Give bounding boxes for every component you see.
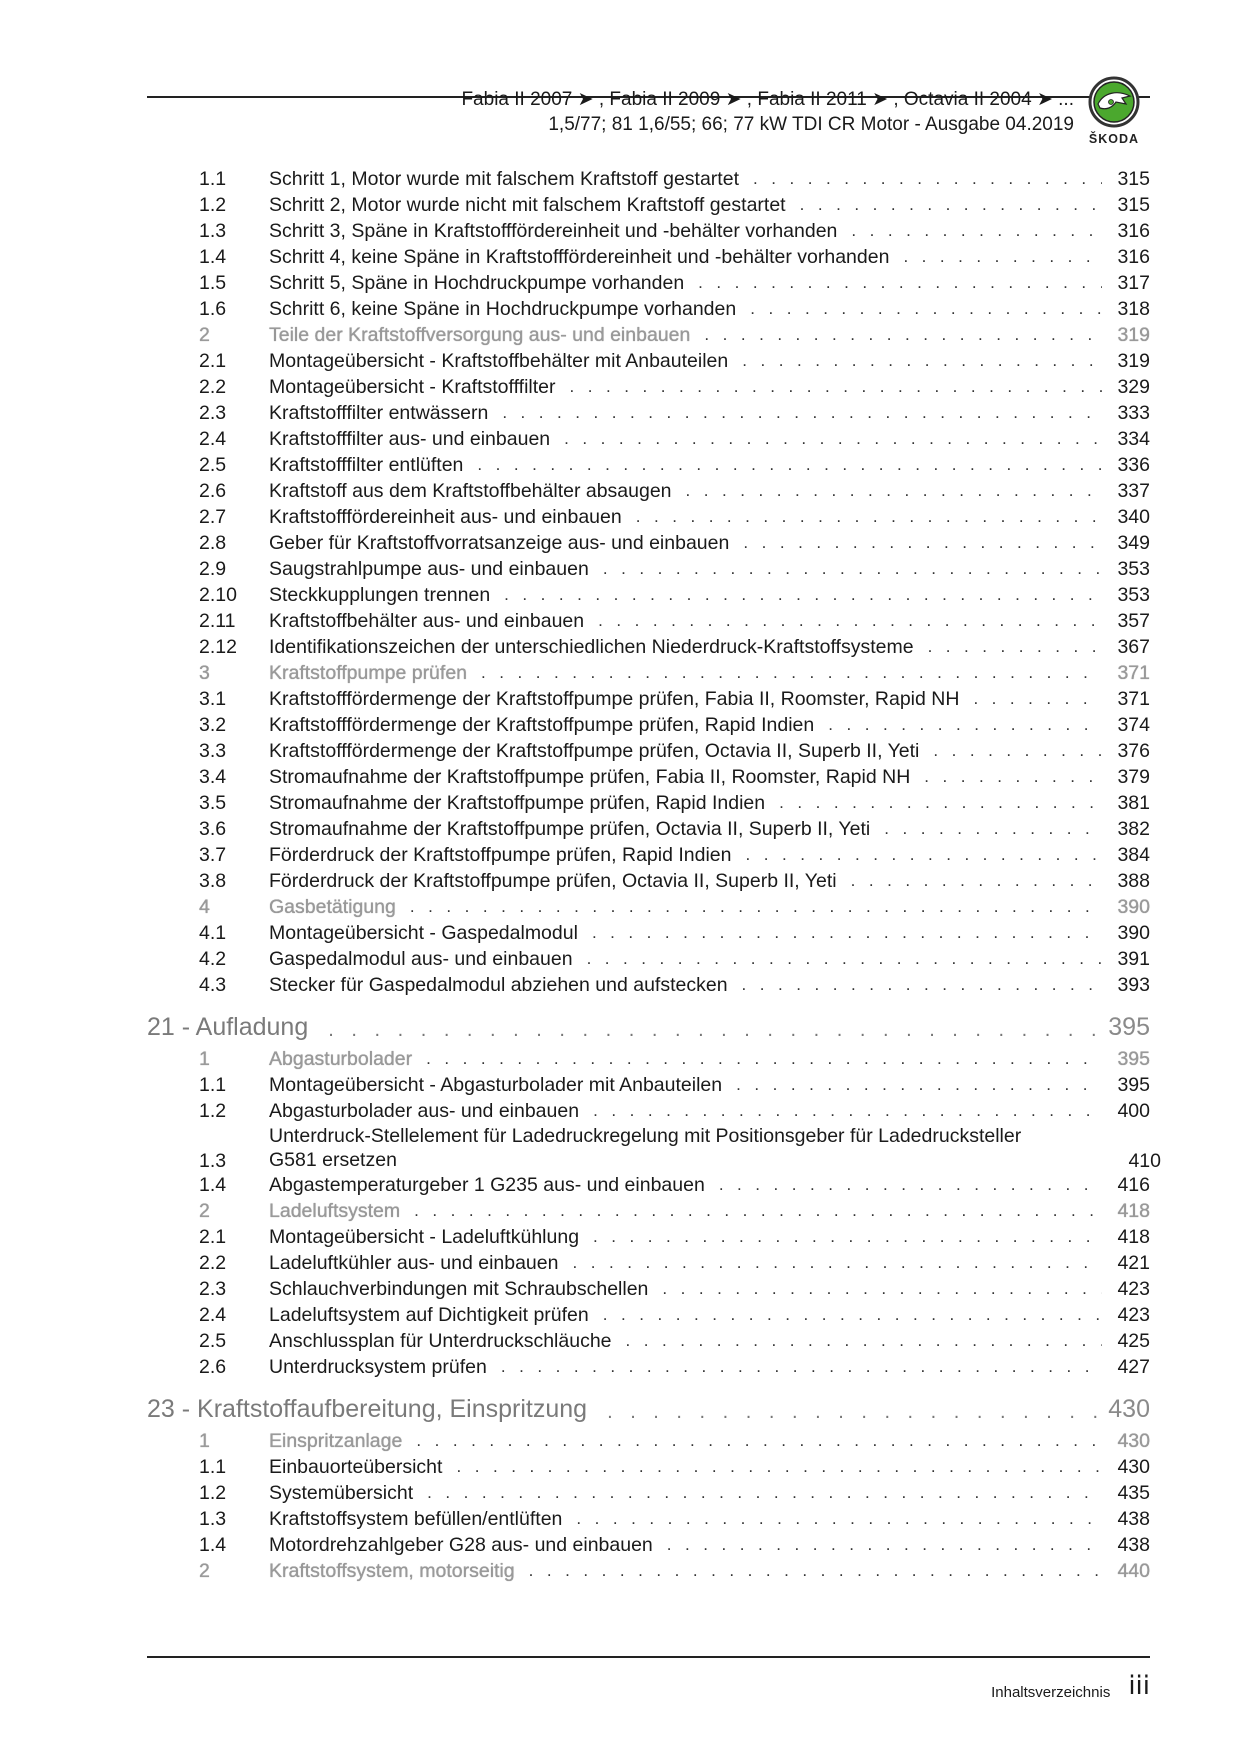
toc-dot-leader bbox=[477, 454, 1102, 476]
toc-subsection-row[interactable] bbox=[147, 374, 1150, 398]
toc-dot-leader bbox=[481, 662, 1102, 684]
toc-entry-page: 336 bbox=[1117, 454, 1150, 476]
toc-dot-leader bbox=[427, 1482, 1102, 1504]
toc-dot-leader bbox=[598, 610, 1102, 632]
toc-subsection-row[interactable] bbox=[147, 556, 1150, 580]
toc-subsection-row[interactable] bbox=[147, 1250, 1150, 1274]
toc-entry-page: 390 bbox=[1117, 896, 1150, 918]
toc-entry-number: 2 bbox=[199, 1560, 210, 1582]
page-header bbox=[147, 89, 1150, 146]
toc-entry-page: 357 bbox=[1117, 610, 1150, 632]
toc-entry-number: 4 bbox=[199, 896, 210, 918]
toc-entry-number: 3.1 bbox=[199, 688, 227, 710]
toc-chapter-page: 395 bbox=[1108, 1013, 1150, 1041]
toc-entry-number: 3.5 bbox=[199, 792, 227, 814]
toc-subsection-row[interactable] bbox=[147, 530, 1150, 554]
toc-entry-title: Systemübersicht bbox=[269, 1482, 414, 1504]
toc-dot-leader bbox=[742, 350, 1102, 372]
toc-entry-number: 4.2 bbox=[199, 948, 227, 970]
toc-dot-leader bbox=[698, 272, 1102, 294]
footer-section-label: Inhaltsverzeichnis bbox=[991, 1684, 1111, 1701]
toc-entry-title: Kraftstofffördermenge der Kraftstoffpumpe prüfen, Octavia II, Superb II, Yeti bbox=[269, 740, 920, 762]
toc-entry-page: 427 bbox=[1117, 1356, 1150, 1378]
toc-chapter-title: 21 - Aufladung bbox=[147, 1013, 309, 1041]
toc-entry-number: 2.7 bbox=[199, 506, 227, 528]
toc-dot-leader bbox=[603, 558, 1102, 580]
toc-entry-title: Saugstrahlpumpe aus- und einbauen bbox=[269, 558, 589, 580]
toc-entry-title: Steckkupplungen trennen bbox=[269, 584, 491, 606]
toc-subsection-row[interactable] bbox=[147, 166, 1150, 190]
logo-wordmark: ŠKODA bbox=[1088, 132, 1140, 146]
toc-dot-leader bbox=[928, 636, 1102, 658]
toc-dot-leader bbox=[828, 714, 1102, 736]
toc-entry-page: 334 bbox=[1117, 428, 1150, 450]
toc-entry-number: 1.5 bbox=[199, 272, 227, 294]
toc-entry-number: 2.9 bbox=[199, 558, 227, 580]
toc-entry-page: 381 bbox=[1117, 792, 1150, 814]
toc-dot-leader bbox=[416, 1430, 1102, 1452]
toc-entry-title: Montageübersicht - Abgasturbolader mit Anbauteilen bbox=[269, 1074, 723, 1096]
toc-entry-title: Teile der Kraftstoffversorgung aus- und einbauen bbox=[269, 324, 691, 346]
toc-chapter-page: 430 bbox=[1108, 1395, 1150, 1423]
toc-entry-title: Kraftstofffördermenge der Kraftstoffpumpe prüfen, Fabia II, Roomster, Rapid NH bbox=[269, 688, 960, 710]
toc-chapter-row[interactable] bbox=[147, 1012, 1150, 1042]
toc-section-row[interactable] bbox=[147, 660, 1150, 684]
toc-entry-number: 1.1 bbox=[199, 1456, 227, 1478]
toc-entry-number: 2.3 bbox=[199, 1278, 227, 1300]
toc-dot-leader bbox=[743, 532, 1102, 554]
toc-entry-number: 1 bbox=[199, 1048, 210, 1070]
toc-subsection-row[interactable] bbox=[147, 1124, 1161, 1172]
toc-entry-page: 379 bbox=[1117, 766, 1150, 788]
toc-entry-number: 1.1 bbox=[199, 168, 227, 190]
toc-entry-title: Abgasturbolader aus- und einbauen bbox=[269, 1100, 580, 1122]
toc-subsection-row[interactable] bbox=[147, 1506, 1150, 1530]
toc-subsection-row[interactable] bbox=[147, 1172, 1150, 1196]
toc-entry-page: 416 bbox=[1117, 1174, 1150, 1196]
toc-dot-leader bbox=[667, 1534, 1102, 1556]
toc-entry-title: Montageübersicht - Kraftstoffbehälter mit Anbauteilen bbox=[269, 350, 729, 372]
toc-entry-number: 2.6 bbox=[199, 1356, 227, 1378]
toc-entry-page: 430 bbox=[1117, 1430, 1150, 1452]
toc-dot-leader bbox=[607, 1401, 1104, 1424]
toc-subsection-row[interactable] bbox=[147, 504, 1150, 528]
toc-entry-page: 425 bbox=[1117, 1330, 1150, 1352]
toc-dot-leader bbox=[592, 922, 1102, 944]
page-footer bbox=[991, 1671, 1150, 1701]
toc-entry-page: 337 bbox=[1117, 480, 1150, 502]
toc-entry-title: Ladeluftkühler aus- und einbauen bbox=[269, 1252, 559, 1274]
toc-entry-number: 1.4 bbox=[199, 1174, 227, 1196]
toc-dot-leader bbox=[636, 506, 1102, 528]
toc-entry-number: 2 bbox=[199, 1200, 210, 1222]
toc-entry-page: 438 bbox=[1117, 1534, 1150, 1556]
toc-subsection-row[interactable] bbox=[147, 348, 1150, 372]
toc-subsection-row[interactable] bbox=[147, 634, 1150, 658]
toc-entry-number: 2.6 bbox=[199, 480, 227, 502]
toc-subsection-row[interactable] bbox=[147, 946, 1150, 970]
toc-entry-number: 4.3 bbox=[199, 974, 227, 996]
toc-entry-title: Kraftstofffördereinheit aus- und einbauen bbox=[269, 506, 622, 528]
header-model-line: Fabia II 2007 ➤ , Fabia II 2009 ➤ , Fabia II 2011 ➤ , Octavia II 2004 ➤ ... bbox=[461, 89, 1074, 110]
toc-dot-leader bbox=[603, 1304, 1102, 1326]
toc-subsection-row[interactable] bbox=[147, 816, 1150, 840]
toc-dot-leader bbox=[572, 1252, 1102, 1274]
toc-subsection-row[interactable] bbox=[147, 452, 1150, 476]
toc-entry-title: Förderdruck der Kraftstoffpumpe prüfen, Octavia II, Superb II, Yeti bbox=[269, 870, 837, 892]
toc-entry-page: 390 bbox=[1117, 922, 1150, 944]
toc-subsection-row[interactable] bbox=[147, 296, 1150, 320]
toc-dot-leader bbox=[576, 1508, 1102, 1530]
toc-section-row[interactable] bbox=[147, 1428, 1150, 1452]
header-engine-line: 1,5/77; 81 1,6/55; 66; 77 kW TDI CR Motor - Ausgabe 04.2019 bbox=[548, 114, 1074, 135]
toc-subsection-row[interactable] bbox=[147, 426, 1150, 450]
toc-entry-number: 1.3 bbox=[199, 220, 227, 242]
toc-entry-number: 3.7 bbox=[199, 844, 227, 866]
toc-entry-page: 418 bbox=[1117, 1226, 1150, 1248]
toc-subsection-row[interactable] bbox=[147, 192, 1150, 216]
toc-entry-page: 319 bbox=[1117, 350, 1150, 372]
toc-dot-leader bbox=[593, 1226, 1102, 1248]
toc-entry-number: 2.12 bbox=[199, 636, 237, 658]
toc-subsection-row[interactable] bbox=[147, 712, 1150, 736]
toc-entry-number: 2.2 bbox=[199, 376, 227, 398]
toc-entry-number: 1.1 bbox=[199, 1074, 227, 1096]
toc-entry-title: Ladeluftsystem auf Dichtigkeit prüfen bbox=[269, 1304, 589, 1326]
toc-entry-title: Einbauorteübersicht bbox=[269, 1456, 443, 1478]
footer-divider bbox=[147, 1656, 1150, 1658]
toc-entry-number: 2.2 bbox=[199, 1252, 227, 1274]
toc-dot-leader bbox=[742, 974, 1102, 996]
toc-entry-number: 2.5 bbox=[199, 1330, 227, 1352]
toc-entry-page: 316 bbox=[1117, 220, 1150, 242]
toc-dot-leader bbox=[328, 1019, 1104, 1042]
toc-entry-title: Schritt 6, keine Späne in Hochdruckpumpe vorhanden bbox=[269, 298, 737, 320]
toc-entry-title: Schlauchverbindungen mit Schraubschellen bbox=[269, 1278, 649, 1300]
toc-entry-number: 2.5 bbox=[199, 454, 227, 476]
toc-subsection-row[interactable] bbox=[147, 1328, 1150, 1352]
toc-entry-page: 317 bbox=[1117, 272, 1150, 294]
toc-entry-page: 395 bbox=[1117, 1048, 1150, 1070]
toc-entry-page: 333 bbox=[1117, 402, 1150, 424]
toc-entry-title: Abgastemperaturgeber 1 G235 aus- und einbauen bbox=[269, 1174, 705, 1196]
toc-entry-title: Motordrehzahlgeber G28 aus- und einbauen bbox=[269, 1534, 653, 1556]
toc-entry-title: Stromaufnahme der Kraftstoffpumpe prüfen, Rapid Indien bbox=[269, 792, 766, 814]
toc-subsection-row[interactable] bbox=[147, 1454, 1150, 1478]
toc-entry-page: 438 bbox=[1117, 1508, 1150, 1530]
toc-entry-page: 440 bbox=[1117, 1560, 1150, 1582]
toc-subsection-row[interactable] bbox=[147, 842, 1150, 866]
toc-subsection-row[interactable] bbox=[147, 400, 1150, 424]
toc-entry-title: Schritt 5, Späne in Hochdruckpumpe vorhanden bbox=[269, 272, 685, 294]
toc-dot-leader bbox=[593, 1100, 1102, 1122]
toc-dot-leader bbox=[529, 1560, 1102, 1582]
toc-subsection-row[interactable] bbox=[147, 218, 1150, 242]
toc-section-row[interactable] bbox=[147, 1046, 1150, 1070]
toc-entry-number: 1.4 bbox=[199, 1534, 227, 1556]
toc-dot-leader bbox=[704, 324, 1102, 346]
toc-subsection-row[interactable] bbox=[147, 244, 1150, 268]
toc-entry-page: 423 bbox=[1117, 1304, 1150, 1326]
toc-entry-title: Geber für Kraftstoffvorratsanzeige aus- und einbauen bbox=[269, 532, 730, 554]
toc-dot-leader bbox=[426, 1048, 1102, 1070]
toc-subsection-row[interactable] bbox=[147, 1354, 1150, 1378]
toc-entry-number: 2.3 bbox=[199, 402, 227, 424]
toc-entry-title: Kraftstoffpumpe prüfen bbox=[269, 662, 468, 684]
toc-chapter-row[interactable] bbox=[147, 1394, 1150, 1424]
toc-entry-page: 435 bbox=[1117, 1482, 1150, 1504]
toc-entry-title: Identifikationszeichen der unterschiedlichen Niederdruck-Kraftstoffsysteme bbox=[269, 636, 914, 658]
toc-entry-page: 388 bbox=[1117, 870, 1150, 892]
toc-subsection-row[interactable] bbox=[147, 972, 1150, 996]
toc-entry-number: 2 bbox=[199, 324, 210, 346]
toc-entry-title-line1: Unterdruck-Stellelement für Ladedruckregelung mit Positionsgeber für Ladedrucksteller bbox=[269, 1125, 1022, 1147]
toc-entry-page: 391 bbox=[1117, 948, 1150, 970]
toc-dot-leader bbox=[686, 480, 1102, 502]
toc-subsection-row[interactable] bbox=[147, 582, 1150, 606]
toc-subsection-row[interactable] bbox=[147, 686, 1150, 710]
toc-entry-number: 3.3 bbox=[199, 740, 227, 762]
toc-subsection-row[interactable] bbox=[147, 478, 1150, 502]
toc-entry-page: 371 bbox=[1117, 688, 1150, 710]
toc-entry-number: 4.1 bbox=[199, 922, 227, 944]
toc-entry-number: 1.4 bbox=[199, 246, 227, 268]
toc-entry-title: Stromaufnahme der Kraftstoffpumpe prüfen, Fabia II, Roomster, Rapid NH bbox=[269, 766, 911, 788]
toc-entry-page: 421 bbox=[1117, 1252, 1150, 1274]
toc-dot-leader bbox=[501, 1356, 1102, 1378]
toc-dot-leader bbox=[933, 740, 1102, 762]
toc-entry-number: 1.3 bbox=[199, 1150, 227, 1172]
toc-entry-title: Kraftstoff aus dem Kraftstoffbehälter absaugen bbox=[269, 480, 672, 502]
toc-entry-title: Stecker für Gaspedalmodul abziehen und aufstecken bbox=[269, 974, 728, 996]
toc-entry-number: 2.1 bbox=[199, 1226, 227, 1248]
toc-entry-page: 376 bbox=[1117, 740, 1150, 762]
toc-entry-title: Ladeluftsystem bbox=[269, 1200, 401, 1222]
toc-entry-page: 395 bbox=[1117, 1074, 1150, 1096]
toc-entry-number: 3 bbox=[199, 662, 210, 684]
toc-entry-title: Montageübersicht - Gaspedalmodul bbox=[269, 922, 578, 944]
toc-entry-title-line2: G581 ersetzen bbox=[269, 1149, 397, 1171]
toc-entry-number: 3.6 bbox=[199, 818, 227, 840]
toc-entry-title: Abgasturbolader bbox=[269, 1048, 413, 1070]
toc-entry-title: Kraftstoffsystem befüllen/entlüften bbox=[269, 1508, 563, 1530]
toc-entry-title: Gasbetätigung bbox=[269, 896, 396, 918]
toc-entry-title: Schritt 3, Späne in Kraftstofffördereinheit und -behälter vorhanden bbox=[269, 220, 838, 242]
toc-entry-number: 1.2 bbox=[199, 1100, 227, 1122]
toc-subsection-row[interactable] bbox=[147, 920, 1150, 944]
toc-entry-page: 329 bbox=[1117, 376, 1150, 398]
toc-entry-page: 349 bbox=[1117, 532, 1150, 554]
toc-entry-number: 1.2 bbox=[199, 194, 227, 216]
toc-section-row[interactable] bbox=[147, 894, 1150, 918]
toc-entry-page: 315 bbox=[1117, 168, 1150, 190]
toc-entry-number: 1 bbox=[199, 1430, 210, 1452]
toc-dot-leader bbox=[570, 376, 1102, 398]
toc-entry-number: 2.1 bbox=[199, 350, 227, 372]
toc-entry-title: Kraftstofffilter entlüften bbox=[269, 454, 464, 476]
toc-entry-page: 316 bbox=[1117, 246, 1150, 268]
toc-entry-number: 2.4 bbox=[199, 428, 227, 450]
toc-section-row[interactable] bbox=[147, 322, 1150, 346]
toc-entry-page: 393 bbox=[1117, 974, 1150, 996]
toc-entry-number: 1.2 bbox=[199, 1482, 227, 1504]
toc-dot-leader bbox=[924, 766, 1102, 788]
toc-dot-leader bbox=[800, 194, 1102, 216]
toc-entry-page: 410 bbox=[1128, 1150, 1161, 1172]
toc-entry-title: Kraftstoffbehälter aus- und einbauen bbox=[269, 610, 585, 632]
skoda-logo-icon bbox=[1078, 74, 1150, 146]
toc-entry-title: Kraftstoffsystem, motorseitig bbox=[269, 1560, 515, 1582]
toc-entry-title: Einspritzanlage bbox=[269, 1430, 403, 1452]
toc-entry-page: 430 bbox=[1117, 1456, 1150, 1478]
toc-dot-leader bbox=[456, 1456, 1102, 1478]
toc-dot-leader bbox=[502, 402, 1102, 424]
toc-entry-page: 418 bbox=[1117, 1200, 1150, 1222]
footer-page-number: iii bbox=[1128, 1671, 1150, 1701]
toc-section-row[interactable] bbox=[147, 1198, 1150, 1222]
toc-dot-leader bbox=[504, 584, 1102, 606]
toc-subsection-row[interactable] bbox=[147, 868, 1150, 892]
toc-dot-leader bbox=[779, 792, 1102, 814]
toc-subsection-row[interactable] bbox=[147, 608, 1150, 632]
toc-entry-title: Kraftstofffördermenge der Kraftstoffpumpe prüfen, Rapid Indien bbox=[269, 714, 815, 736]
toc-dot-leader bbox=[736, 1074, 1102, 1096]
toc-entry-page: 318 bbox=[1117, 298, 1150, 320]
toc-entry-title: Gaspedalmodul aus- und einbauen bbox=[269, 948, 573, 970]
toc-subsection-row[interactable] bbox=[147, 1480, 1150, 1504]
toc-section-row[interactable] bbox=[147, 1558, 1150, 1582]
toc-dot-leader bbox=[587, 948, 1102, 970]
toc-dot-leader bbox=[414, 1200, 1102, 1222]
toc-entry-page: 371 bbox=[1117, 662, 1150, 684]
toc-dot-leader bbox=[719, 1174, 1102, 1196]
toc-entry-page: 340 bbox=[1117, 506, 1150, 528]
toc-entry-page: 382 bbox=[1117, 818, 1150, 840]
toc-dot-leader bbox=[750, 298, 1102, 320]
toc-entry-number: 1.3 bbox=[199, 1508, 227, 1530]
toc-entry-title bbox=[269, 1124, 1099, 1172]
toc-entry-number: 3.2 bbox=[199, 714, 227, 736]
toc-entry-number: 2.11 bbox=[199, 610, 236, 632]
toc-entry-number: 1.6 bbox=[199, 298, 227, 320]
toc-entry-title: Kraftstofffilter entwässern bbox=[269, 402, 489, 424]
toc-entry-page: 367 bbox=[1117, 636, 1150, 658]
toc-dot-leader bbox=[753, 168, 1102, 190]
toc-dot-leader bbox=[662, 1278, 1102, 1300]
toc-dot-leader bbox=[884, 818, 1102, 840]
toc-subsection-row[interactable] bbox=[147, 1532, 1150, 1556]
toc-subsection-row[interactable] bbox=[147, 1224, 1150, 1248]
toc-entry-title: Anschlussplan für Unterdruckschläuche bbox=[269, 1330, 612, 1352]
toc-subsection-row[interactable] bbox=[147, 1072, 1150, 1096]
toc-subsection-row[interactable] bbox=[147, 790, 1150, 814]
toc-dot-leader bbox=[903, 246, 1102, 268]
toc-entry-title: Stromaufnahme der Kraftstoffpumpe prüfen, Octavia II, Superb II, Yeti bbox=[269, 818, 871, 840]
toc-entry-page: 423 bbox=[1117, 1278, 1150, 1300]
toc-entry-page: 400 bbox=[1117, 1100, 1150, 1122]
toc-entry-page: 374 bbox=[1117, 714, 1150, 736]
toc-entry-title: Montageübersicht - Ladeluftkühlung bbox=[269, 1226, 580, 1248]
toc-entry-title: Kraftstofffilter aus- und einbauen bbox=[269, 428, 551, 450]
toc-entry-page: 319 bbox=[1117, 324, 1150, 346]
toc-dot-leader bbox=[564, 428, 1102, 450]
toc-entry-number: 2.8 bbox=[199, 532, 227, 554]
toc-entry-number: 3.4 bbox=[199, 766, 227, 788]
toc-dot-leader bbox=[973, 688, 1102, 710]
toc-subsection-row[interactable] bbox=[147, 738, 1150, 762]
toc-entry-number: 2.10 bbox=[199, 584, 237, 606]
toc-entry-page: 353 bbox=[1117, 584, 1150, 606]
toc-chapter-title: 23 - Kraftstoffaufbereitung, Einspritzung bbox=[147, 1395, 588, 1423]
toc-entry-title: Schritt 1, Motor wurde mit falschem Kraftstoff gestartet bbox=[269, 168, 739, 190]
toc-entry-title: Schritt 2, Motor wurde nicht mit falschem Kraftstoff gestartet bbox=[269, 194, 786, 216]
toc-dot-leader bbox=[626, 1330, 1102, 1352]
toc-dot-leader bbox=[851, 220, 1102, 242]
toc-entry-title: Unterdrucksystem prüfen bbox=[269, 1356, 487, 1378]
toc-dot-leader bbox=[851, 870, 1102, 892]
toc-dot-leader bbox=[410, 896, 1102, 918]
toc-entry-page: 315 bbox=[1117, 194, 1150, 216]
toc-entry-title: Schritt 4, keine Späne in Kraftstofffördereinheit und -behälter vorhanden bbox=[269, 246, 890, 268]
toc-subsection-row[interactable] bbox=[147, 270, 1150, 294]
toc-entry-title: Montageübersicht - Kraftstofffilter bbox=[269, 376, 556, 398]
toc-entry-number: 3.8 bbox=[199, 870, 227, 892]
toc-subsection-row[interactable] bbox=[147, 764, 1150, 788]
toc-subsection-row[interactable] bbox=[147, 1098, 1150, 1122]
toc-entry-title: Förderdruck der Kraftstoffpumpe prüfen, Rapid Indien bbox=[269, 844, 732, 866]
toc-subsection-row[interactable] bbox=[147, 1276, 1150, 1300]
toc-dot-leader bbox=[745, 844, 1102, 866]
toc-entry-page: 384 bbox=[1117, 844, 1150, 866]
toc-entry-page: 353 bbox=[1117, 558, 1150, 580]
toc-entry-number: 2.4 bbox=[199, 1304, 227, 1326]
toc-subsection-row[interactable] bbox=[147, 1302, 1150, 1326]
